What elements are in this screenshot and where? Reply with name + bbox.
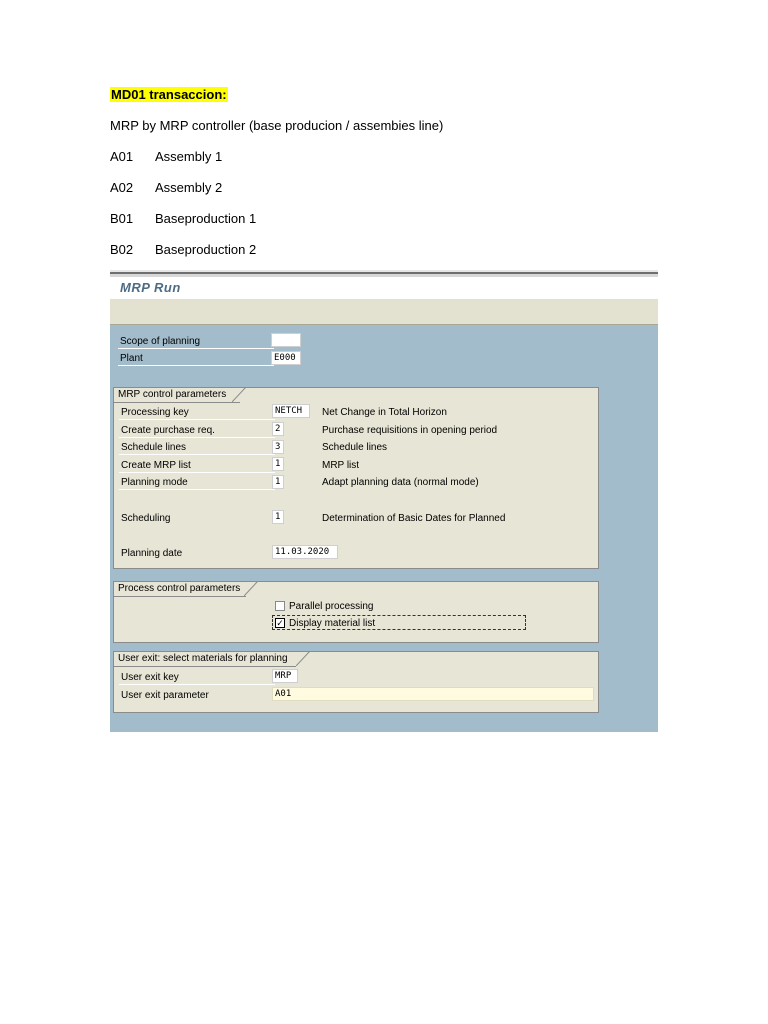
processing-key-description: Net Change in Total Horizon <box>322 407 447 418</box>
create-purchase-req-description: Purchase requisitions in opening period <box>322 425 498 436</box>
scheduling-input[interactable]: 1 <box>272 510 284 524</box>
controller-row <box>110 242 256 257</box>
controller-name: Baseproduction 1 <box>155 211 257 226</box>
process-control-parameters-group <box>113 581 599 643</box>
scheduling-description: Determination of Basic Dates for Planned <box>322 513 506 524</box>
user-exit-parameter-label: User exit parameter <box>121 690 209 701</box>
create-mrp-list-input[interactable]: 1 <box>272 457 284 471</box>
doc-intro: MRP by MRP controller (base producion / assembies line) <box>110 118 444 133</box>
user-exit-parameter-input[interactable]: A01 <box>272 687 594 701</box>
plant-input[interactable]: E000 <box>271 351 301 365</box>
sap-window-frame <box>110 270 658 277</box>
doc-heading: MD01 transaccion: <box>111 87 227 102</box>
sap-title-bar <box>110 277 658 300</box>
scope-of-planning-input[interactable] <box>271 333 301 347</box>
controller-code: B02 <box>110 242 134 257</box>
selection-screen <box>110 325 658 732</box>
process-control-parameters-title: Process control parameters <box>118 583 241 594</box>
controller-name: Assembly 1 <box>155 149 223 164</box>
user-exit-group <box>113 651 599 713</box>
group-tab-edge-icon <box>232 387 246 402</box>
create-mrp-list-label: Create MRP list <box>119 459 275 473</box>
planning-date-input[interactable]: 11.03.2020 <box>272 545 338 559</box>
screen-title: MRP Run <box>120 280 181 295</box>
plant-label: Plant <box>118 352 274 366</box>
schedule-lines-label: Schedule lines <box>119 441 275 455</box>
controller-row <box>110 211 256 226</box>
scheduling-label: Scheduling <box>121 513 171 524</box>
scope-of-planning-label: Scope of planning <box>118 335 274 349</box>
create-purchase-req-label: Create purchase req. <box>119 424 275 438</box>
controller-code: B01 <box>110 211 134 226</box>
mrp-control-parameters-group <box>113 387 599 569</box>
display-material-list-checkbox[interactable]: ✓ <box>276 618 284 628</box>
planning-mode-input[interactable]: 1 <box>272 475 284 489</box>
user-exit-key-input[interactable]: MRP <box>272 669 298 683</box>
processing-key-input[interactable]: NETCH <box>272 404 310 418</box>
create-mrp-list-description: MRP list <box>322 460 360 471</box>
schedule-lines-description: Schedule lines <box>322 442 388 453</box>
schedule-lines-input[interactable]: 3 <box>272 440 284 454</box>
user-exit-title: User exit: select materials for planning <box>118 653 288 664</box>
controller-code: A02 <box>110 180 134 195</box>
parallel-processing-checkbox[interactable] <box>275 601 285 611</box>
display-material-list-label: Display material list <box>289 618 376 629</box>
user-exit-key-label: User exit key <box>119 671 275 685</box>
controller-name: Assembly 2 <box>155 180 223 195</box>
processing-key-label: Processing key <box>119 406 275 420</box>
create-purchase-req-input[interactable]: 2 <box>272 422 284 436</box>
controller-name: Baseproduction 2 <box>155 242 257 257</box>
planning-date-label: Planning date <box>121 548 183 559</box>
planning-mode-label: Planning mode <box>119 476 275 490</box>
parallel-processing-label: Parallel processing <box>289 601 374 612</box>
controller-row <box>110 149 222 164</box>
controller-row <box>110 180 222 195</box>
group-tab-edge-icon <box>244 581 258 596</box>
application-toolbar <box>110 300 658 325</box>
mrp-control-parameters-title: MRP control parameters <box>118 389 227 400</box>
sap-mrp-run-screenshot <box>110 270 658 732</box>
planning-mode-description: Adapt planning data (normal mode) <box>322 477 479 488</box>
controller-code: A01 <box>110 149 134 164</box>
group-tab-edge-icon <box>296 651 310 666</box>
